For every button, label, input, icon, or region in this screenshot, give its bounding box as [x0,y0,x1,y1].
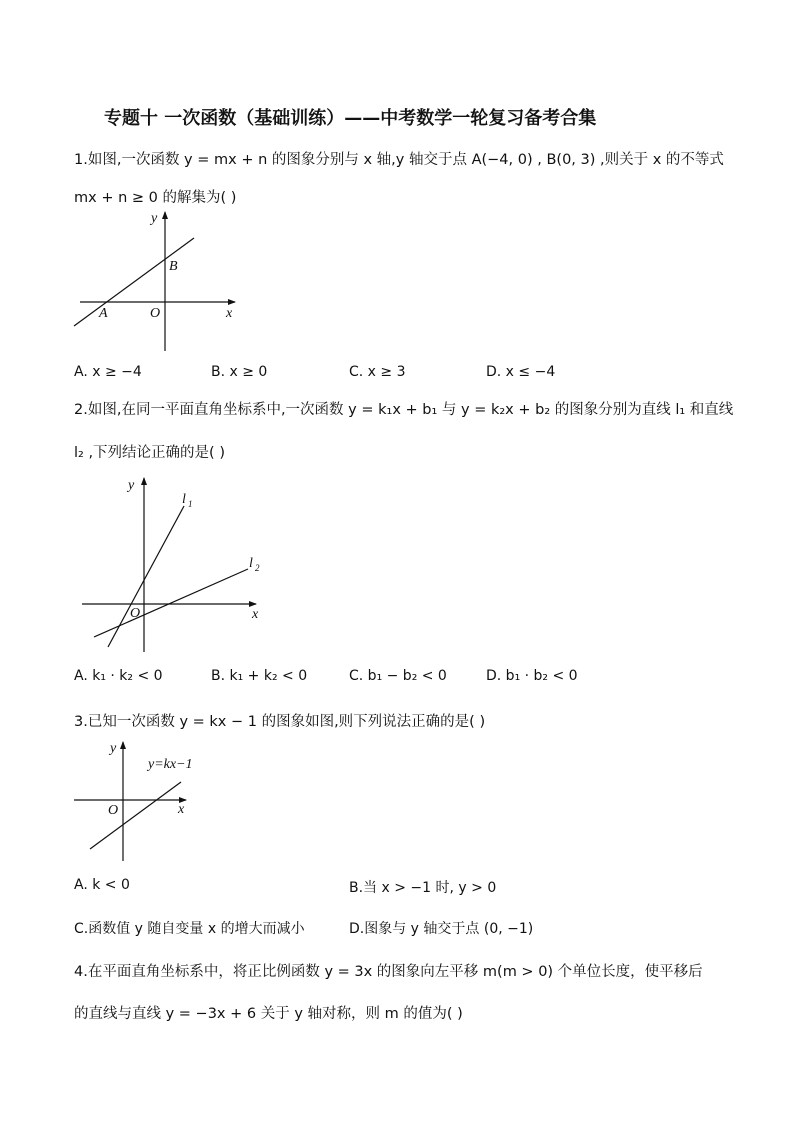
q3-option-a[interactable]: A. k < 0 [74,877,130,893]
q3-stem-line1: 3.已知一次函数 y = kx − 1 的图象如图,则下列说法正确的是( ) [74,714,486,730]
q2-stem-line2: l₂ ,下列结论正确的是( ) [74,445,225,461]
q1-stem-line2: mx + n ≥ 0 的解集为( ) [74,190,237,206]
q1-stem-line1: 1.如图,一次函数 y = mx + n 的图象分别与 x 轴,y 轴交于点 A(−4, 0) , B(0, 3) ,则关于 x 的不等式 [74,152,724,168]
q2-stem-line1: 2.如图,在同一平面直角坐标系中,一次函数 y = k₁x + b₁ 与 y = k₂x + b₂ 的图象分别为直线 l₁ 和直线 [74,402,734,418]
point-a-label: A [99,306,108,321]
q2-option-b[interactable]: B. k₁ + k₂ < 0 [211,668,308,684]
q1-option-b[interactable]: B. x ≥ 0 [211,364,268,380]
q3-figure [70,736,210,866]
l2-label: l [249,556,253,571]
q1-option-a[interactable]: A. x ≥ −4 [74,364,142,380]
point-b-label: B [169,259,178,274]
y-axis-label: y [128,478,135,493]
origin-label: O [150,306,161,321]
l1-label: l [182,492,186,507]
q1-option-c[interactable]: C. x ≥ 3 [349,364,406,380]
x-axis-label: x [226,306,233,321]
q3-option-b[interactable]: B.当 x > −1 时, y > 0 [349,880,497,896]
x-axis-label: x [252,607,259,622]
q3-option-d[interactable]: D.图象与 y 轴交于点 (0, −1) [349,921,534,937]
q2-option-c[interactable]: C. b₁ − b₂ < 0 [349,668,447,684]
q4-stem-line1: 4.在平面直角坐标系中，将正比例函数 y = 3x 的图象向左平移 m(m > 0) 个单位长度，使平移后 [74,964,703,980]
line-label: y=kx−1 [148,757,193,772]
y-axis-label: y [110,741,117,756]
x-axis-label: x [178,802,185,817]
origin-label: O [108,803,119,818]
q2-figure [78,470,268,655]
q2-option-a[interactable]: A. k₁ · k₂ < 0 [74,668,163,684]
function-line [90,782,181,849]
l1-subscript: 1 [188,499,193,509]
line-l2 [94,569,248,637]
q2-option-d[interactable]: D. b₁ · b₂ < 0 [486,668,578,684]
q4-stem-line2: 的直线与直线 y = −3x + 6 关于 y 轴对称，则 m 的值为( ) [74,1006,463,1022]
q1-option-d[interactable]: D. x ≤ −4 [486,364,556,380]
q3-option-c[interactable]: C.函数值 y 随自变量 x 的增大而减小 [74,921,305,937]
y-axis-label: y [151,211,158,226]
l2-subscript: 2 [255,563,260,573]
q1-figure [70,208,245,358]
function-line [74,238,194,326]
page-title: 专题十 一次函数（基础训练）——中考数学一轮复习备考合集 [104,108,597,129]
origin-label: O [130,606,141,621]
